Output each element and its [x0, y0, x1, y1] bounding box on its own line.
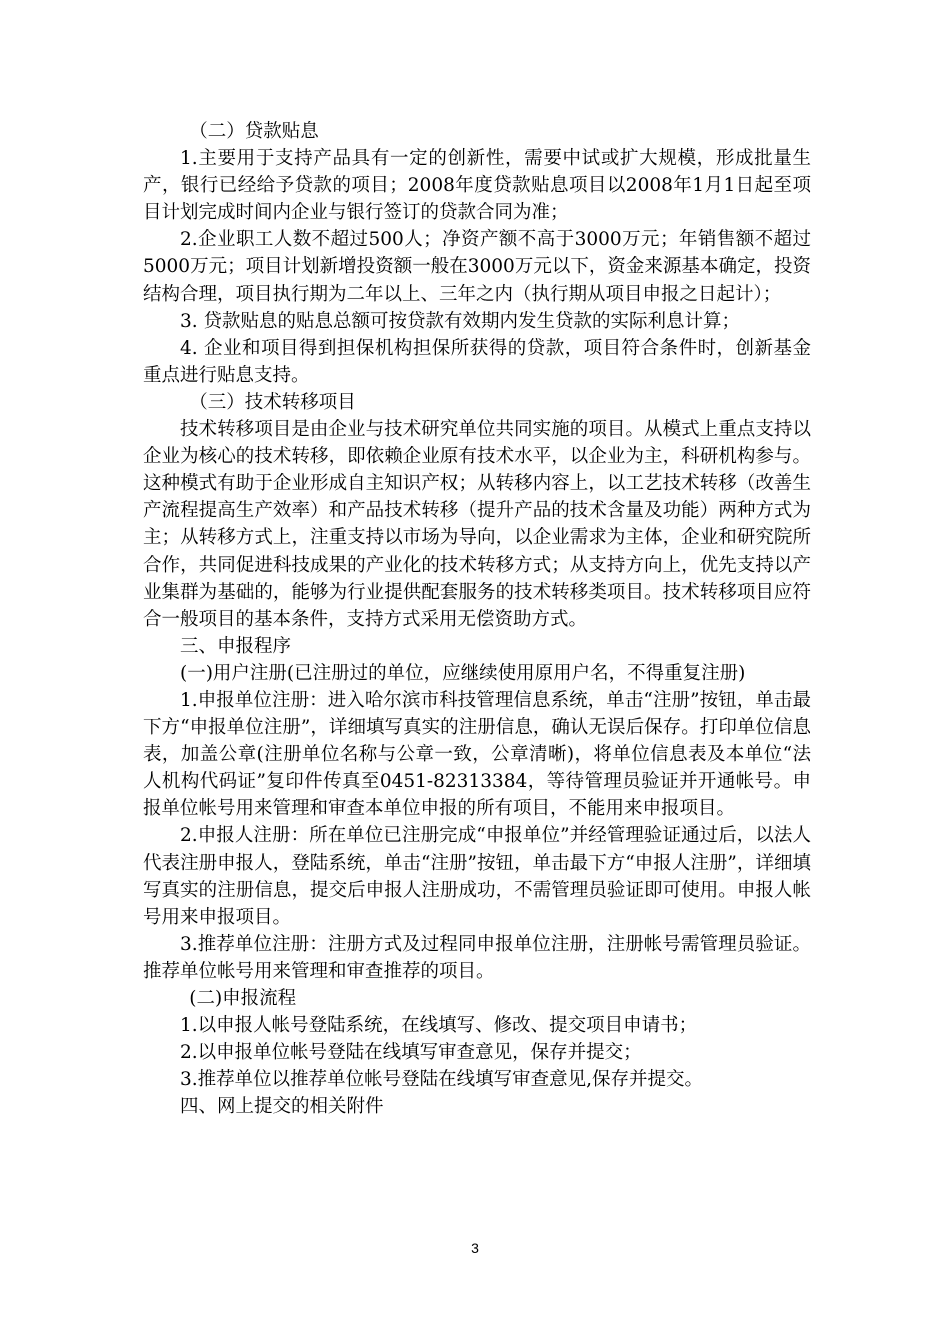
- subheading-user-registration: (一)用户注册(已注册过的单位，应继续使用原用户名，不得重复注册): [180, 662, 746, 684]
- section-heading-application-procedure: 三、申报程序: [180, 635, 292, 657]
- paragraph-registration-item-1: 1.申报单位注册：进入哈尔滨市科技管理信息系统，单击“注册”按钮，单击最下方“申报单位注册”，详细填写真实的注册信息，确认无误后保存。打印单位信息表，加盖公章(注册单位名称与公章一致，公章清晰)，将单位信息表及本单位“法人机构代码证”复印件传真至0451-82313384，等待管理员验证并开通帐号。申报单位帐号用来管理和审查本单位申报的所有项目，不能用来申报项目。: [143, 689, 811, 820]
- section-heading-tech-transfer: （三）技术转移项目: [189, 391, 356, 413]
- paragraph-loan-item-4: 4. 企业和项目得到担保机构担保所获得的贷款，项目符合条件时，创新基金重点进行贴息支持。: [143, 337, 811, 386]
- paragraph-loan-item-3: 3. 贷款贴息的贴息总额可按贷款有效期内发生贷款的实际利息计算；: [180, 310, 741, 332]
- section-heading-online-attachments: 四、网上提交的相关附件: [180, 1096, 384, 1118]
- paragraph-flow-item-2: 2.以申报单位帐号登陆在线填写审查意见，保存并提交；: [180, 1042, 642, 1064]
- paragraph-loan-item-1: 1.主要用于支持产品具有一定的创新性，需要中试或扩大规模，形成批量生产，银行已经给予贷款的项目；2008年度贷款贴息项目以2008年1月1日起至项目计划完成时间内企业与银行签订的贷款合同为准；: [143, 148, 811, 224]
- paragraph-tech-transfer: 技术转移项目是由企业与技术研究单位共同实施的项目。从模式上重点支持以企业为核心的技术转移，即依赖企业原有技术水平，以企业为主，科研机构参与。这种模式有助于企业形成自主知识产权；从转移内容上，以工艺技术转移（改善生产流程提高生产效率）和产品技术转移（提升产品的技术含量及功能）两种方式为主；从转移方式上，注重支持以市场为导向，以企业需求为主体，企业和研究院所合作，共同促进科技成果的产业化的技术转移方式；从支持方向上，优先支持以产业集群为基础的，能够为行业提供配套服务的技术转移类项目。技术转移项目应符合一般项目的基本条件，支持方式采用无偿资助方式。: [143, 419, 811, 630]
- document-body: [143, 118, 811, 1120]
- paragraph-registration-item-2: 2.申报人注册：所在单位已注册完成“申报单位”并经管理验证通过后，以法人代表注册申报人，登陆系统，单击“注册”按钮，单击最下方“申报人注册”，详细填写真实的注册信息，提交后申报人注册成功，不需管理员验证即可使用。申报人帐号用来申报项目。: [143, 825, 811, 928]
- subheading-application-flow: (二)申报流程: [189, 988, 297, 1009]
- page-number: 3: [471, 1240, 479, 1256]
- paragraph-flow-item-1: 1.以申报人帐号登陆系统，在线填写、修改、提交项目申请书；: [180, 1015, 698, 1037]
- paragraph-registration-item-3: 3.推荐单位注册：注册方式及过程同申报单位注册，注册帐号需管理员验证。推荐单位帐号用来管理和审查推荐的项目。: [143, 933, 811, 982]
- paragraph-loan-item-2: 2.企业职工人数不超过500人；净资产额不高于3000万元；年销售额不超过5000万元；项目计划新增投资额一般在3000万元以下，资金来源基本确定，投资结构合理，项目执行期为二年以上、三年之内（执行期从项目申报之日起计）；: [143, 229, 811, 305]
- paragraph-flow-item-3: 3.推荐单位以推荐单位帐号登陆在线填写审查意见,保存并提交。: [180, 1069, 704, 1091]
- section-heading-loan-interest: （二）贷款贴息: [189, 121, 319, 142]
